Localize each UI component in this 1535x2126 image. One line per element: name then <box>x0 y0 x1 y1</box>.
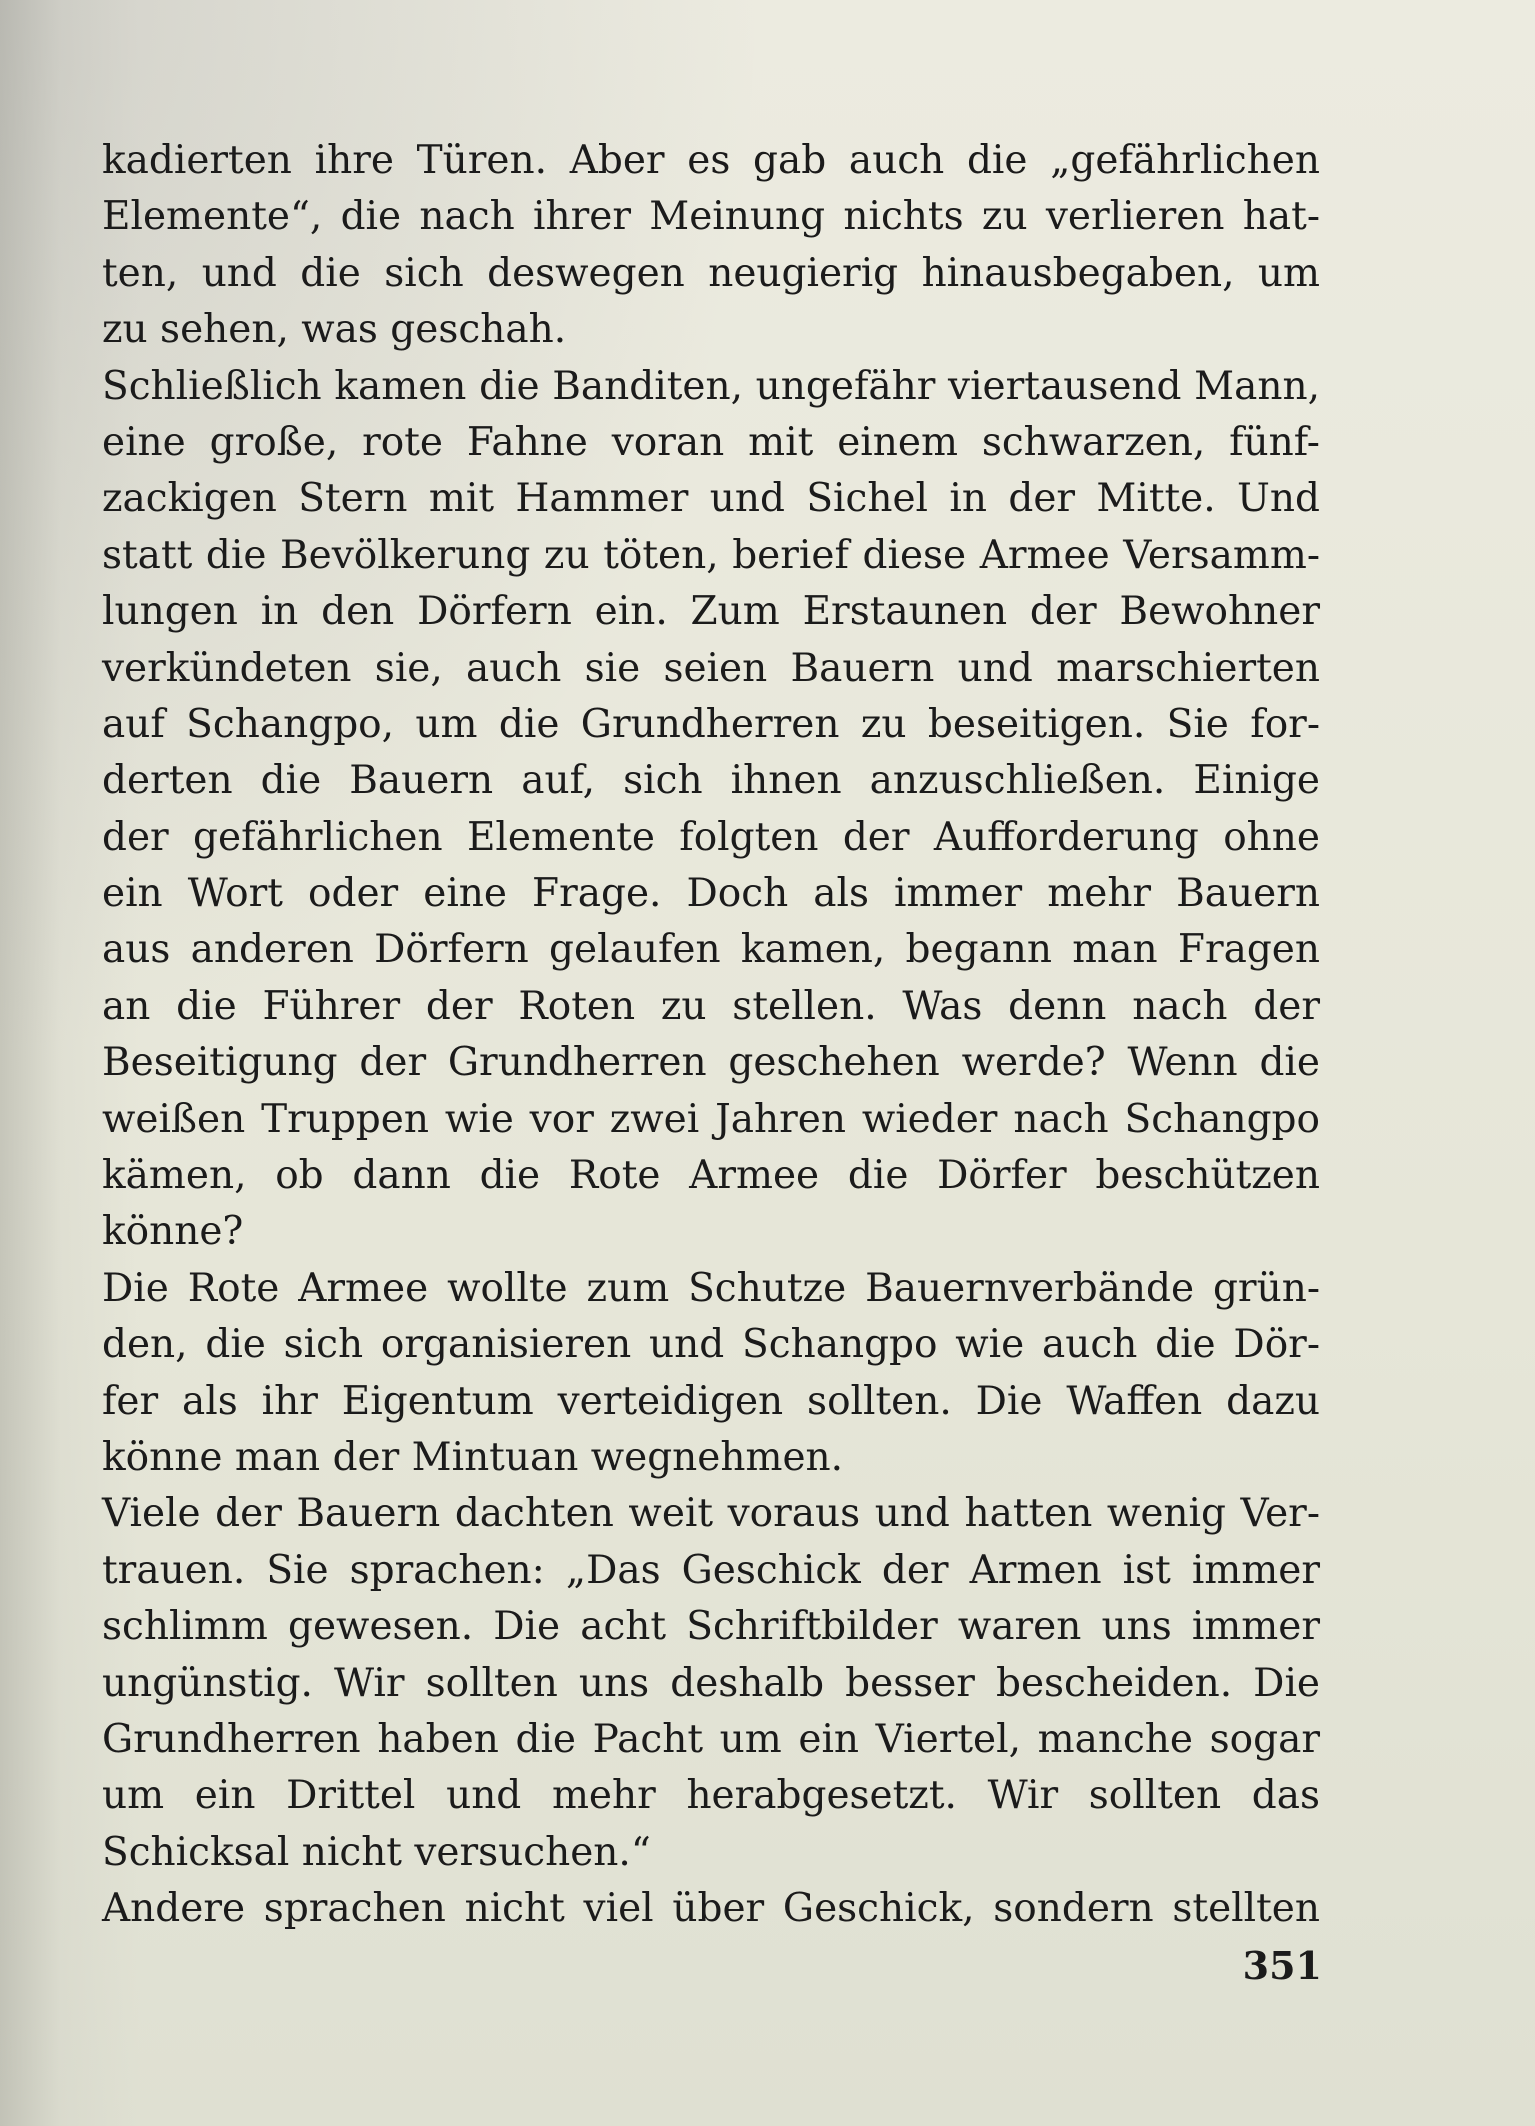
text-line: Schicksal nicht versuchen.“ <box>102 1829 651 1875</box>
text-line: könne man der Mintuan wegnehmen. <box>102 1434 844 1480</box>
text-line: Elemente“, die nach ihrer Meinung nichts zu verlieren hat- <box>102 194 1320 240</box>
text-line: Andere sprachen nicht viel über Geschick, sondern stellten <box>102 1886 1320 1932</box>
text-line: ten, und die sich deswegen neugierig hinausbegaben, um <box>102 250 1320 296</box>
text-line: fer als ihr Eigentum verteidigen sollten. Die Waffen dazu <box>102 1378 1320 1424</box>
text-line: aus anderen Dörfern gelaufen kamen, begann man Fragen <box>102 927 1320 973</box>
text-line: Viele der Bauern dachten weit voraus und hatten wenig Ver- <box>102 1491 1320 1537</box>
text-line: kämen, ob dann die Rote Armee die Dörfer beschützen <box>102 1153 1320 1199</box>
text-line: ein Wort oder eine Frage. Doch als immer mehr Bauern <box>102 871 1320 917</box>
text-line: lungen in den Dörfern ein. Zum Erstaunen der Bewohner <box>102 589 1320 635</box>
page-number: 351 <box>1242 1943 1322 1988</box>
text-line: statt die Bevölkerung zu töten, berief diese Armee Versamm- <box>102 532 1320 578</box>
text-line: weißen Truppen wie vor zwei Jahren wieder nach Schangpo <box>102 1096 1320 1142</box>
text-line: auf Schangpo, um die Grundherren zu beseitigen. Sie for- <box>102 701 1320 747</box>
text-line: an die Führer der Roten zu stellen. Was denn nach der <box>102 983 1320 1029</box>
text-line: den, die sich organisieren und Schangpo wie auch die Dör- <box>102 1322 1320 1368</box>
text-line: Beseitigung der Grundherren geschehen werde? Wenn die <box>102 1040 1320 1086</box>
text-line: kadierten ihre Türen. Aber es gab auch die „gefährlichen <box>102 138 1320 183</box>
text-line: zackigen Stern mit Hammer und Sichel in der Mitte. Und <box>102 476 1320 522</box>
text-line: zu sehen, was geschah. <box>102 307 567 353</box>
text-line: könne? <box>102 1209 244 1255</box>
text-line: der gefährlichen Elemente folgten der Aufforderung ohne <box>102 814 1320 860</box>
text-line: derten die Bauern auf, sich ihnen anzuschließen. Einige <box>102 758 1320 804</box>
text-line: Die Rote Armee wollte zum Schutze Bauernverbände grün- <box>102 1265 1320 1311</box>
text-line: schlimm gewesen. Die acht Schriftbilder waren uns immer <box>102 1604 1320 1650</box>
text-line: verkündeten sie, auch sie seien Bauern und marschierten <box>102 645 1320 691</box>
text-line: eine große, rote Fahne voran mit einem schwarzen, fünf- <box>102 419 1320 465</box>
text-line: um ein Drittel und mehr herabgesetzt. Wir sollten das <box>102 1773 1320 1819</box>
body-text <box>102 133 1320 1938</box>
text-line: Grundherren haben die Pacht um ein Viertel, manche sogar <box>102 1716 1320 1762</box>
text-line: trauen. Sie sprachen: „Das Geschick der Armen ist immer <box>102 1547 1320 1593</box>
text-line: ungünstig. Wir sollten uns deshalb besser bescheiden. Die <box>102 1660 1320 1706</box>
text-line: Schließlich kamen die Banditen, ungefähr viertausend Mann, <box>102 363 1320 409</box>
